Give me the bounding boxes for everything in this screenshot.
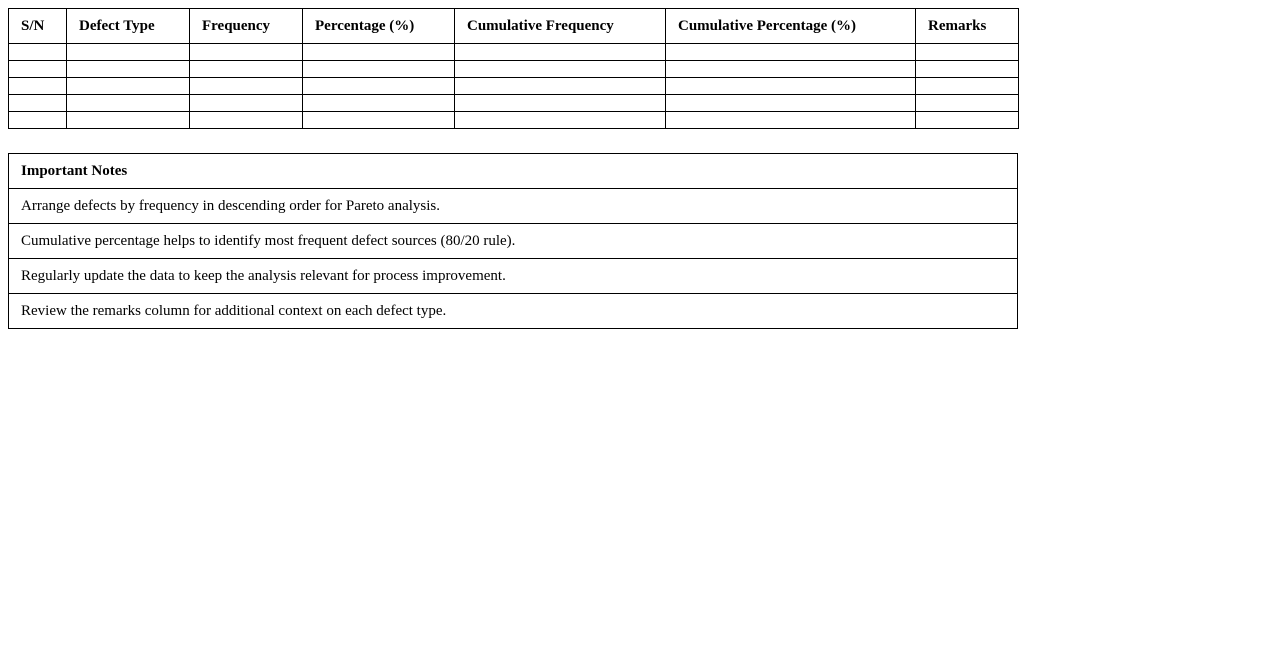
table-cell xyxy=(916,95,1019,112)
table-cell xyxy=(9,44,67,61)
table-cell xyxy=(303,78,455,95)
header-defect-type: Defect Type xyxy=(67,9,190,44)
header-cumulative-percentage: Cumulative Percentage (%) xyxy=(666,9,916,44)
table-cell xyxy=(67,44,190,61)
table-cell xyxy=(455,78,666,95)
table-cell xyxy=(190,112,303,129)
table-cell xyxy=(9,95,67,112)
table-cell xyxy=(303,44,455,61)
table-cell xyxy=(303,61,455,78)
table-cell xyxy=(303,112,455,129)
header-cumulative-frequency: Cumulative Frequency xyxy=(455,9,666,44)
table-row xyxy=(9,61,1019,78)
table-cell xyxy=(190,78,303,95)
table-cell xyxy=(916,44,1019,61)
table-cell xyxy=(190,95,303,112)
header-percentage: Percentage (%) xyxy=(303,9,455,44)
table-cell xyxy=(303,95,455,112)
table-cell xyxy=(9,112,67,129)
table-row xyxy=(9,95,1019,112)
table-cell xyxy=(9,78,67,95)
notes-title: Important Notes xyxy=(9,154,1018,189)
notes-row xyxy=(9,189,1018,224)
table-cell xyxy=(455,44,666,61)
table-cell xyxy=(190,44,303,61)
table-cell xyxy=(916,112,1019,129)
notes-row xyxy=(9,294,1018,329)
table-cell xyxy=(666,78,916,95)
table-cell xyxy=(916,78,1019,95)
table-cell xyxy=(455,61,666,78)
table-cell xyxy=(9,61,67,78)
table-cell xyxy=(67,112,190,129)
table-cell xyxy=(190,61,303,78)
notes-table xyxy=(8,153,1018,329)
note-item: Review the remarks column for additional context on each defect type. xyxy=(9,294,1018,329)
header-sn: S/N xyxy=(9,9,67,44)
table-cell xyxy=(455,95,666,112)
table-cell xyxy=(455,112,666,129)
note-item: Cumulative percentage helps to identify most frequent defect sources (80/20 rule). xyxy=(9,224,1018,259)
note-item: Regularly update the data to keep the analysis relevant for process improvement. xyxy=(9,259,1018,294)
notes-header-row xyxy=(9,154,1018,189)
table-cell xyxy=(666,112,916,129)
table-cell xyxy=(67,95,190,112)
table-cell xyxy=(666,61,916,78)
table-cell xyxy=(67,61,190,78)
table-header-row xyxy=(9,9,1019,44)
table-cell xyxy=(666,95,916,112)
notes-row xyxy=(9,224,1018,259)
table-row xyxy=(9,78,1019,95)
notes-row xyxy=(9,259,1018,294)
table-cell xyxy=(666,44,916,61)
header-remarks: Remarks xyxy=(916,9,1019,44)
table-cell xyxy=(67,78,190,95)
defect-table xyxy=(8,8,1019,129)
note-item: Arrange defects by frequency in descending order for Pareto analysis. xyxy=(9,189,1018,224)
table-cell xyxy=(916,61,1019,78)
table-row xyxy=(9,44,1019,61)
header-frequency: Frequency xyxy=(190,9,303,44)
table-row xyxy=(9,112,1019,129)
